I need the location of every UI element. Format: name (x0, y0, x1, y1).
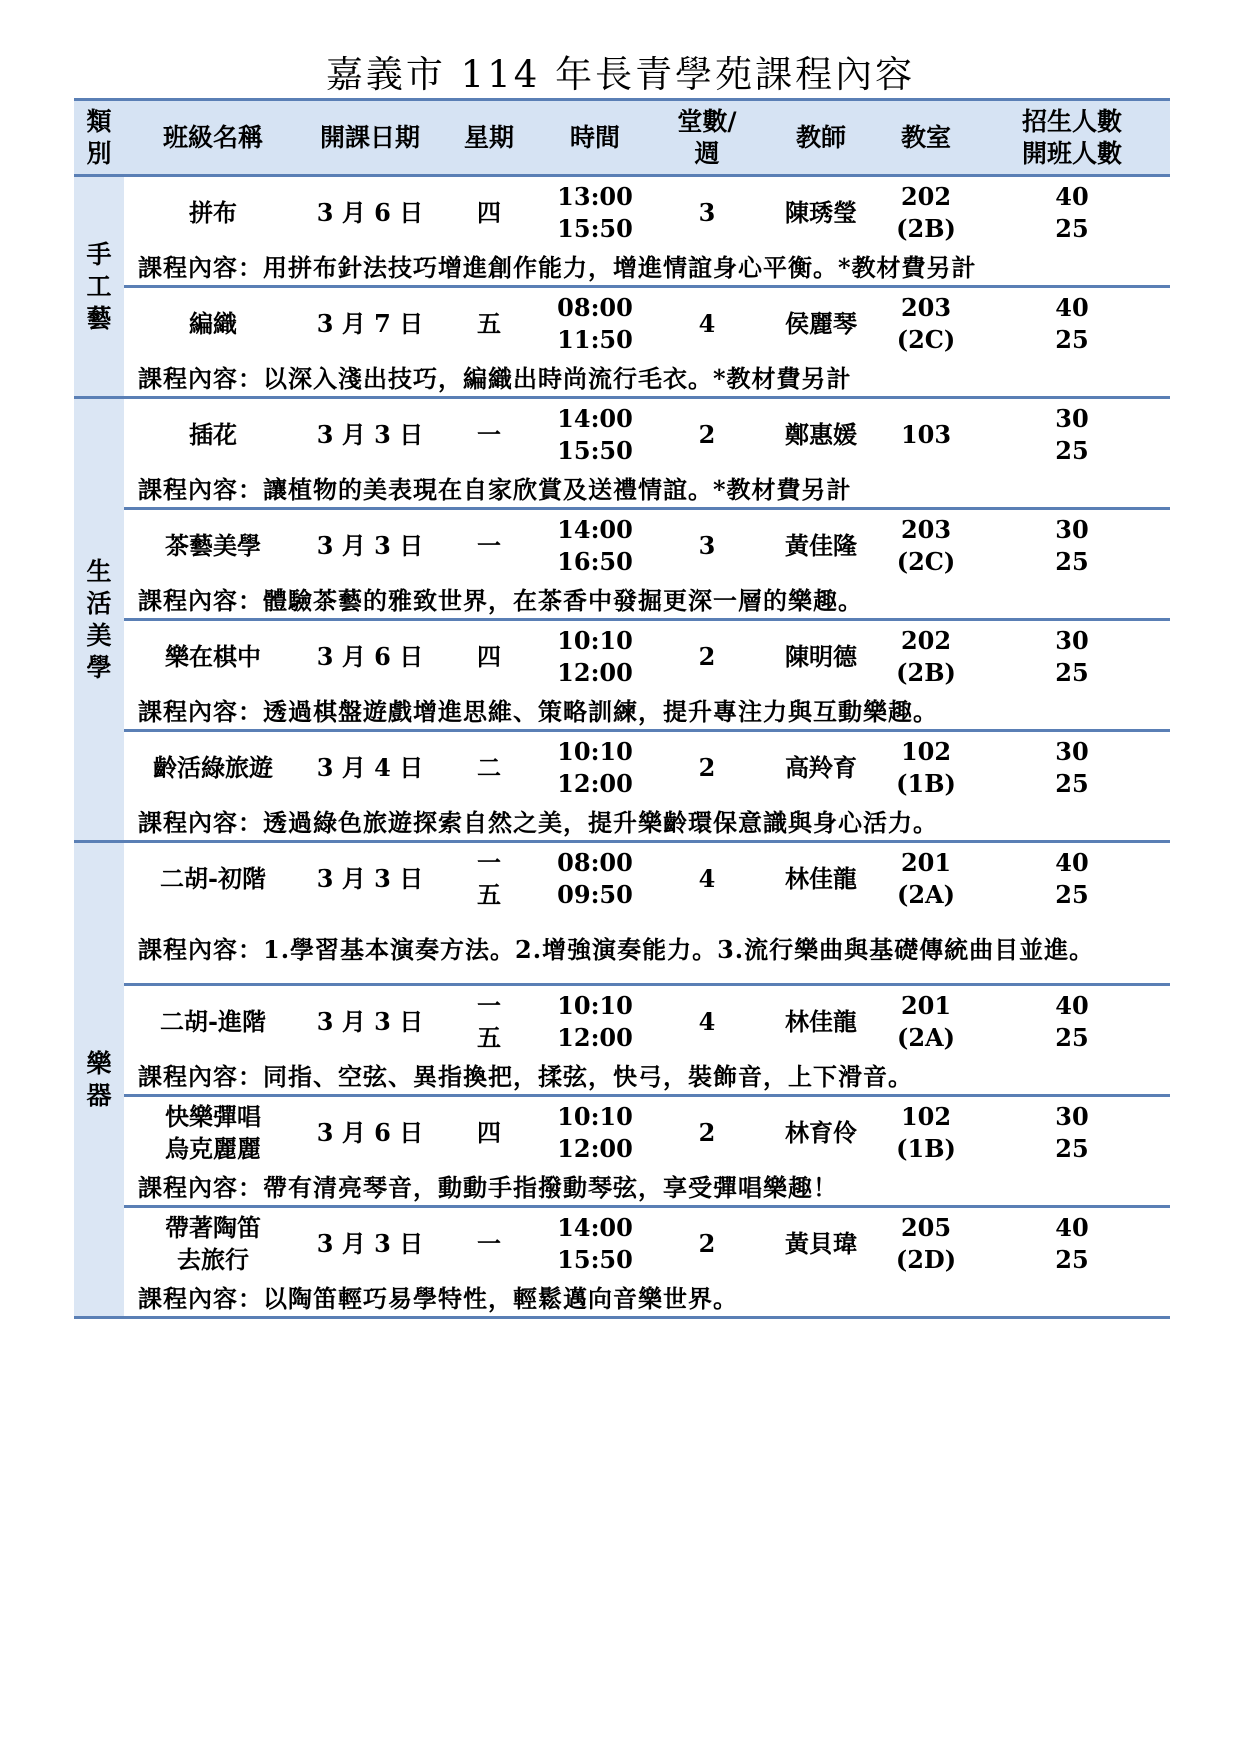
capacity: 30 25 (1055, 737, 1089, 798)
course-description-row (74, 1169, 1170, 1207)
capacity: 30 25 (1055, 626, 1089, 687)
teacher: 鄭惠媛 (785, 420, 857, 449)
class-name: 拼布 (189, 198, 237, 227)
sessions: 4 (698, 1007, 716, 1036)
course-row (74, 509, 1170, 583)
header-start-date: 開課日期 (319, 122, 420, 152)
capacity: 30 25 (1055, 515, 1089, 576)
weekday: 二 (477, 753, 501, 782)
sessions: 4 (698, 309, 716, 338)
time: 14:00 15:50 (557, 404, 633, 465)
header-sessions: 堂數/ 週 (677, 106, 737, 168)
classroom: 202 (2B) (896, 182, 956, 243)
course-content: 課程內容：讓植物的美表現在自家欣賞及送禮情誼。*教材費另計 (124, 471, 1170, 509)
teacher: 黃佳隆 (785, 531, 857, 560)
weekday: 一 (477, 531, 501, 560)
weekday: 四 (477, 198, 501, 227)
course-row (74, 985, 1170, 1059)
course-description-row (74, 249, 1170, 287)
course-row (74, 398, 1170, 472)
teacher: 陳明德 (785, 642, 857, 671)
class-name: 二胡-初階 (160, 864, 266, 893)
classroom: 203 (2C) (896, 515, 956, 576)
classroom: 103 (900, 420, 952, 449)
course-content: 課程內容：透過綠色旅遊探索自然之美，提升樂齡環保意識與身心活力。 (124, 804, 1170, 842)
weekday: 一 (477, 1229, 501, 1258)
capacity: 40 25 (1055, 293, 1089, 354)
class-name: 茶藝美學 (165, 531, 261, 560)
category-label: 樂 器 (74, 842, 124, 1318)
class-name: 齡活綠旅遊 (153, 753, 273, 782)
header-classroom: 教室 (900, 122, 951, 152)
classroom: 203 (2C) (896, 293, 956, 354)
sessions: 2 (698, 420, 716, 449)
capacity: 40 25 (1055, 1213, 1089, 1274)
time: 10:10 12:00 (557, 737, 633, 798)
teacher: 黃貝瑋 (785, 1229, 857, 1258)
capacity: 40 25 (1055, 991, 1089, 1052)
teacher: 高羚育 (785, 753, 857, 782)
course-description-row (74, 804, 1170, 842)
time: 08:00 11:50 (557, 293, 633, 354)
teacher: 侯麗琴 (785, 309, 857, 338)
class-name: 插花 (189, 420, 237, 449)
course-content: 課程內容：帶有清亮琴音，動動手指撥動琴弦，享受彈唱樂趣！ (124, 1169, 1170, 1207)
course-row (74, 287, 1170, 361)
course-description-row (74, 582, 1170, 620)
time: 10:10 12:00 (557, 626, 633, 687)
weekday: 一 五 (477, 848, 501, 909)
start-date: 3 月 3 日 (316, 531, 424, 560)
course-content: 課程內容：透過棋盤遊戲增進思維、策略訓練，提升專注力與互動樂趣。 (124, 693, 1170, 731)
teacher: 林佳龍 (785, 864, 857, 893)
header-capacity: 招生人數 開班人數 (1021, 106, 1122, 168)
header-class-name: 班級名稱 (162, 122, 263, 152)
classroom: 205 (2D) (895, 1213, 957, 1274)
start-date: 3 月 4 日 (316, 753, 424, 782)
time: 14:00 16:50 (557, 515, 633, 576)
capacity: 30 25 (1055, 404, 1089, 465)
course-content: 課程內容：用拼布針法技巧增進創作能力，增進情誼身心平衡。*教材費另計 (124, 249, 1170, 287)
sessions: 3 (698, 531, 716, 560)
weekday: 一 (477, 420, 501, 449)
capacity: 40 25 (1055, 848, 1089, 909)
time: 13:00 15:50 (557, 182, 633, 243)
course-row (74, 176, 1170, 250)
course-row (74, 1207, 1170, 1281)
start-date: 3 月 3 日 (316, 864, 424, 893)
weekday: 四 (477, 642, 501, 671)
class-name: 樂在棋中 (165, 642, 261, 671)
table-body (74, 176, 1170, 1318)
teacher: 林育伶 (785, 1118, 857, 1147)
course-content: 課程內容：1.學習基本演奏方法。2.增強演奏能力。3.流行樂曲與基礎傳統曲目並進。 (124, 915, 1170, 985)
header-weekday: 星期 (463, 122, 514, 152)
course-content: 課程內容：以深入淺出技巧，編織出時尚流行毛衣。*教材費另計 (124, 360, 1170, 398)
teacher: 林佳龍 (785, 1007, 857, 1036)
category-label: 生 活 美 學 (74, 398, 124, 842)
header-time: 時間 (569, 122, 620, 152)
capacity: 30 25 (1055, 1102, 1089, 1163)
sessions: 2 (698, 1229, 716, 1258)
start-date: 3 月 6 日 (316, 1118, 424, 1147)
start-date: 3 月 3 日 (316, 420, 424, 449)
course-row (74, 620, 1170, 694)
sessions: 3 (698, 198, 716, 227)
sessions: 2 (698, 1118, 716, 1147)
sessions: 2 (698, 642, 716, 671)
time: 08:00 09:50 (557, 848, 633, 909)
start-date: 3 月 7 日 (316, 309, 424, 338)
header-category: 類 別 (86, 106, 112, 168)
class-name: 帶著陶笛 去旅行 (165, 1213, 261, 1274)
teacher: 陳琇瑩 (785, 198, 857, 227)
course-description-row (74, 915, 1170, 985)
time: 10:10 12:00 (557, 991, 633, 1052)
course-description-row (74, 1058, 1170, 1096)
header-teacher: 教師 (795, 122, 846, 152)
class-name: 快樂彈唱 烏克麗麗 (165, 1102, 261, 1163)
sessions: 4 (698, 864, 716, 893)
weekday: 四 (477, 1118, 501, 1147)
time: 14:00 15:50 (557, 1213, 633, 1274)
classroom: 102 (1B) (896, 737, 956, 798)
header-row (74, 100, 1170, 176)
course-description-row (74, 471, 1170, 509)
start-date: 3 月 6 日 (316, 642, 424, 671)
class-name: 編織 (189, 309, 237, 338)
sessions: 2 (698, 753, 716, 782)
course-row (74, 842, 1170, 916)
classroom: 201 (2A) (896, 991, 956, 1052)
course-row (74, 731, 1170, 805)
class-name: 二胡-進階 (160, 1007, 266, 1036)
course-description-row (74, 1280, 1170, 1318)
weekday: 一 五 (477, 991, 501, 1052)
weekday: 五 (477, 309, 501, 338)
classroom: 202 (2B) (896, 626, 956, 687)
capacity: 40 25 (1055, 182, 1089, 243)
document-title: 嘉義市 114 年長青學苑課程內容 (325, 53, 916, 96)
course-description-row (74, 693, 1170, 731)
time: 10:10 12:00 (557, 1102, 633, 1163)
classroom: 201 (2A) (896, 848, 956, 909)
course-content: 課程內容：以陶笛輕巧易學特性，輕鬆邁向音樂世界。 (124, 1280, 1170, 1318)
start-date: 3 月 3 日 (316, 1229, 424, 1258)
start-date: 3 月 6 日 (316, 198, 424, 227)
start-date: 3 月 3 日 (316, 1007, 424, 1036)
course-content: 課程內容：體驗茶藝的雅致世界，在茶香中發掘更深一層的樂趣。 (124, 582, 1170, 620)
course-content: 課程內容：同指、空弦、異指換把，揉弦，快弓，裝飾音，上下滑音。 (124, 1058, 1170, 1096)
course-table (74, 98, 1170, 1319)
category-label: 手 工 藝 (74, 176, 124, 398)
course-row (74, 1096, 1170, 1170)
course-description-row (74, 360, 1170, 398)
classroom: 102 (1B) (896, 1102, 956, 1163)
